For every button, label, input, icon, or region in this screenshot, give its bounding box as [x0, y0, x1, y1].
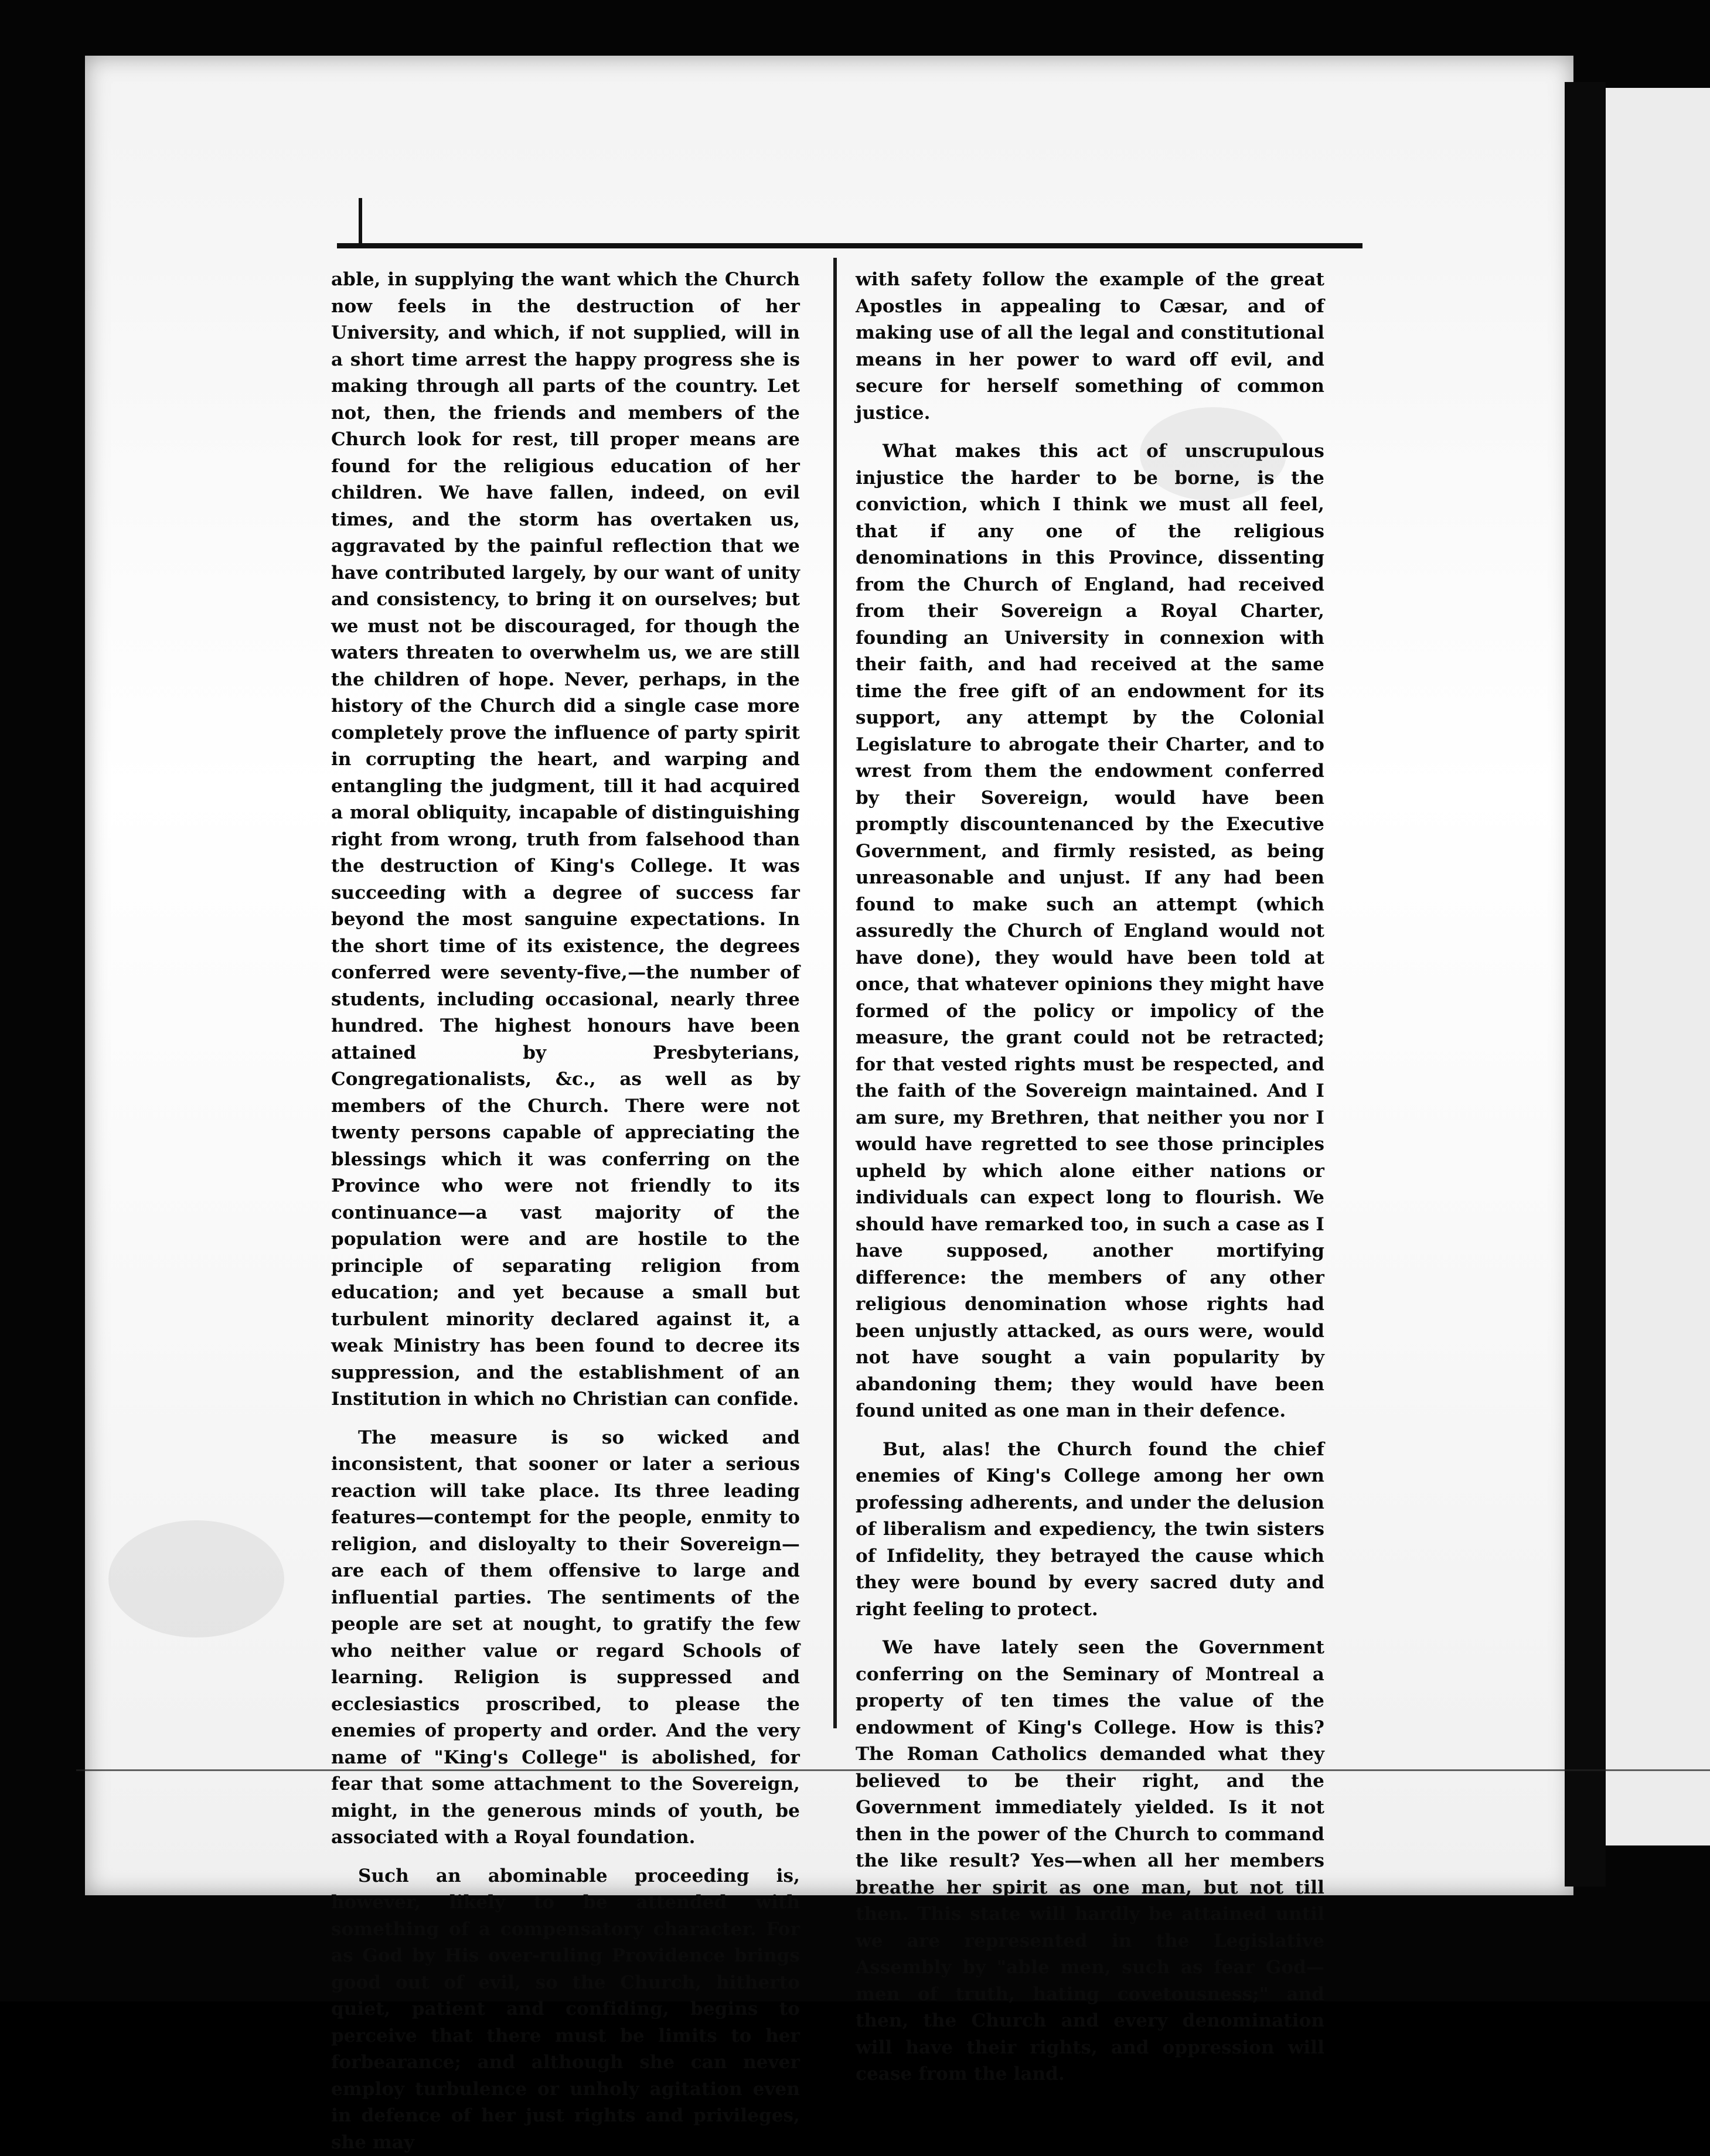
right-column [856, 267, 1324, 2088]
paragraph: Such an abominable proceeding is, however, likely to be attended with something of a compensatory character. For as God by His over-ruling Providence brings good out of evil, so the Church, hitherto quiet, patient and confiding, begins to perceive that there must be limits to her forbearance; and although she can never employ turbulence or unholy agitation even in defence of her just rights and privileges, she may [331, 1863, 800, 2156]
left-column [331, 267, 800, 2156]
adjacent-page-edge [1606, 88, 1710, 1845]
column-divider [833, 258, 837, 1728]
binding-gutter [1565, 82, 1606, 1886]
paragraph: But, alas! the Church found the chief enemies of King's College among her own professing adherents, and under the delusion of liberalism and expediency, the twin sisters of Infidelity, they betrayed the cause which they were bound by every sacred duty and right feeling to protect. [856, 1437, 1324, 1623]
paragraph: We have lately seen the Government conferring on the Seminary of Montreal a property of ten times the value of the endowment of King's College. How is this? The Roman Catholics demanded what they believed to be their right, and the Government immediately yielded. Is it not then in the power of the Church to command the like result? Yes—when all her members breathe her spirit as one man, but not till then. This state will hardly be attained until we are represented in the Legislative Assembly by "able men, such as fear God—men of truth, hating covetousness;" and then, the Church and every denomination will have their rights, and oppression will cease from the land. [856, 1635, 1324, 2088]
header-rule [337, 243, 1362, 248]
document-page [85, 56, 1573, 1895]
paragraph: The measure is so wicked and inconsistent, that sooner or later a serious reaction will take place. Its three leading features—contempt for the people, enmity to religion, and disloyalty to their Sovereign—are each of them offensive to large and influential parties. The sentiments of the people are set at nought, to gratify the few who neither value or regard Schools of learning. Religion is suppressed and ecclesiastics proscribed, to please the enemies of property and order. And the very name of "King's College" is abolished, for fear that some attachment to the Sovereign, might, in the generous minds of youth, be associated with a Royal foundation. [331, 1425, 800, 1851]
paper-stain [108, 1520, 284, 1638]
paragraph: What makes this act of unscrupulous injustice the harder to be borne, is the conviction, which I think we must all feel, that if any one of the religious denominations in this Province, dissenting from the Church of England, had received from their Sovereign a Royal Charter, founding an University in connexion with their faith, and had received at the same time the free gift of an endowment for its support, any attempt by the Colonial Legislature to abrogate their Charter, and to wrest from them the endowment conferred by their Sovereign, would have been promptly discountenanced by the Executive Government, and firmly resisted, as being unreasonable and unjust. If any had been found to make such an attempt (which assuredly the Church of England would not have done), they would have been told at once, that whatever opinions they might have formed of the policy or impolicy of the measure, the grant could not be retracted; for that vested rights must be respected, and the faith of the Sovereign maintained. And I am sure, my Brethren, that neither you nor I would have regretted to see those principles upheld by which alone either nations or individuals can expect long to flourish. We should have remarked too, in such a case as I have supposed, another mortifying difference: the members of any other religious denomination whose rights had been unjustly attacked, as ours were, would not have sought a vain popularity by abandoning them; they would have been found united as one man in their defence. [856, 438, 1324, 1425]
margin-mark [359, 198, 362, 245]
paragraph: able, in supplying the want which the Church now feels in the destruction of her University, and which, if not supplied, will in a short time arrest the happy progress she is making through all parts of the country. Let not, then, the friends and members of the Church look for rest, till proper means are found for the religious education of her children. We have fallen, indeed, on evil times, and the storm has overtaken us, aggravated by the painful reflection that we have contributed largely, by our want of unity and consistency, to bring it on ourselves; but we must not be discouraged, for though the waters threaten to overwhelm us, we are still the children of hope. Never, perhaps, in the history of the Church did a single case more completely prove the influence of party spirit in corrupting the heart, and warping and entangling the judgment, till it had acquired a moral obliquity, incapable of distinguishing right from wrong, truth from falsehood than the destruction of King's College. It was succeeding with a degree of success far beyond the most sanguine expectations. In the short time of its existence, the degrees conferred were seventy-five,—the number of students, including occasional, nearly three hundred. The highest honours have been attained by Presbyterians, Congregationalists, &c., as well as by members of the Church. There were not twenty persons capable of appreciating the blessings which it was conferring on the Province who were not friendly to its continuance—a vast majority of the population were and are hostile to the principle of separating religion from education; and yet because a small but turbulent minority declared against it, a weak Ministry has been found to decree its suppression, and the establishment of an Institution in which no Christian can confide. [331, 267, 800, 1413]
paragraph: with safety follow the example of the great Apostles in appealing to Cæsar, and of making use of all the legal and constitutional means in her power to ward off evil, and secure for herself something of common justice. [856, 267, 1324, 427]
